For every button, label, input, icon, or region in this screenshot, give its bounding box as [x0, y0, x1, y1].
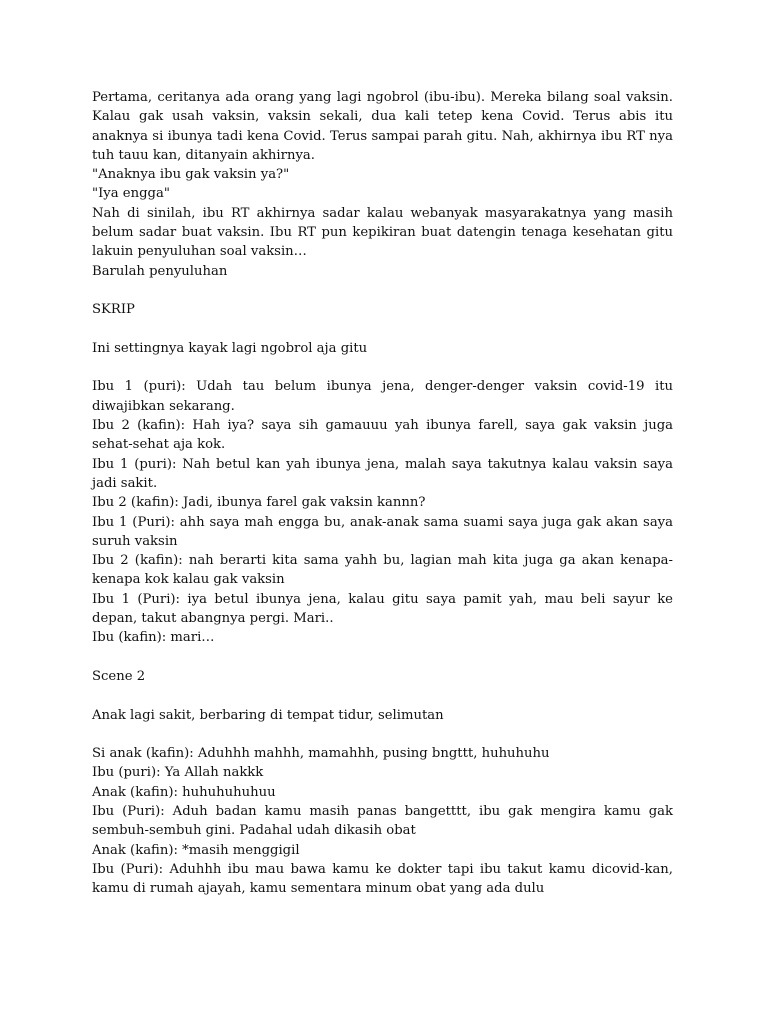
skrip-setting: Ini settingnya kayak lagi ngobrol aja gitu [92, 340, 368, 356]
dialogue-line: Ibu 2 (kafin): Hah iya? saya sih gamauuu yah ibunya farell, saya gak vaksin juga sehat-sehat aja kok. [92, 418, 673, 453]
dialogue-line: Ibu 1 (puri): Udah tau belum ibunya jena, denger-denger vaksin covid-19 itu diwajibkan sekarang. [92, 379, 673, 414]
dialogue-line: Si anak (kafin): Aduhhh mahhh, mamahhh, pusing bngttt, huhuhuhu [92, 746, 550, 762]
dialogue-line: Anak (kafin): huhuhuhuhuu [92, 784, 276, 800]
intro-quote: "Anaknya ibu gak vaksin ya?" [92, 167, 290, 183]
blank-line [92, 358, 673, 377]
scene-setting: Anak lagi sakit, berbaring di tempat tidur, selimutan [92, 707, 444, 723]
intro-paragraph: Nah di sinilah, ibu RT akhirnya sadar kalau webanyak masyarakatnya yang masih belum sadar buat vaksin. Ibu RT pun kepikiran buat datengin tenaga kesehatan gitu lakuin penyuluhan soal vaksin… [92, 205, 673, 260]
intro-quote: "Iya engga" [92, 186, 170, 202]
dialogue-line: Ibu 1 (Puri): iya betul ibunya jena, kalau gitu saya pamit yah, mau beli sayur ke depan, takut abangnya pergi. Mari.. [92, 591, 673, 627]
intro-paragraph: Barulah penyuluhan [92, 263, 228, 279]
dialogue-line: Ibu 1 (puri): Nah betul kan yah ibunya jena, malah saya takutnya kalau vaksin saya jadi sakit. [92, 456, 673, 491]
blank-line [92, 725, 673, 744]
dialogue-line: Ibu (Puri): Aduhhh ibu mau bawa kamu ke dokter tapi ibu takut kamu dicovid-kan, kamu di rumah ajayah, kamu sementara minum obat yang ada dulu [92, 861, 673, 897]
blank-line [92, 686, 673, 705]
scene-heading: Scene 2 [92, 668, 146, 684]
dialogue-line: Ibu 1 (Puri): ahh saya mah engga bu, anak-anak sama suami saya juga gak akan saya suruh vaksin [92, 514, 673, 549]
dialogue-line: Ibu (puri): Ya Allah nakkk [92, 765, 264, 781]
dialogue-line: Ibu (Puri): Aduh badan kamu masih panas bangetttt, ibu gak mengira kamu gak sembuh-sembuh gini. Padahal udah dikasih obat [92, 803, 673, 839]
skrip-heading: SKRIP [92, 302, 135, 318]
blank-line [92, 648, 673, 667]
dialogue-line: Ibu 2 (kafin): nah berarti kita sama yahh bu, lagian mah kita juga ga akan kenapa-kenapa kok kalau gak vaksin [92, 553, 673, 588]
document-page [92, 88, 673, 898]
blank-line [92, 281, 673, 300]
dialogue-line: Ibu (kafin): mari… [92, 630, 215, 646]
blank-line [92, 320, 673, 339]
dialogue-line: Ibu 2 (kafin): Jadi, ibunya farel gak vaksin kannn? [92, 495, 426, 511]
intro-paragraph: Pertama, ceritanya ada orang yang lagi ngobrol (ibu-ibu). Mereka bilang soal vaksin. Kalau gak usah vaksin, vaksin sekali, dua kali tetep kena Covid. Terus abis itu anaknya si ibunya tadi kena Covid. Terus sampai parah gitu. Nah, akhirnya ibu RT nya tuh tauu kan, ditanyain akhirnya. [92, 90, 673, 163]
dialogue-line: Anak (kafin): *masih menggigil [92, 842, 300, 858]
